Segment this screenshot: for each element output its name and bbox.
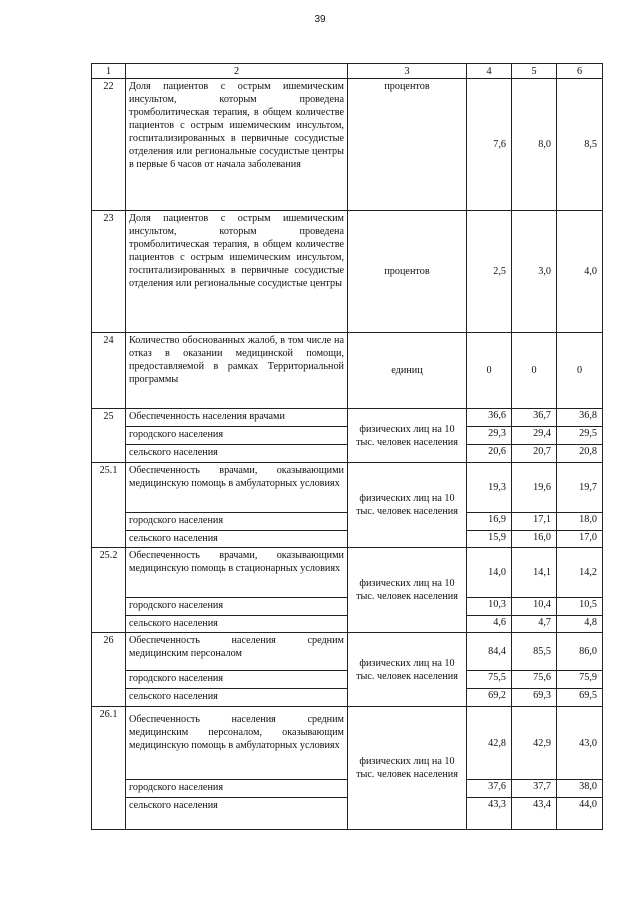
table-subrow — [92, 445, 603, 463]
unit: физических лиц на 10 тыс. человек населения — [348, 633, 467, 707]
value-col-6: 29,5 — [557, 427, 603, 445]
table-row — [92, 409, 603, 427]
unit: процентов — [348, 211, 467, 333]
table-row — [92, 633, 603, 671]
subrow-name: городского населения — [126, 598, 348, 616]
value-col-4: 20,6 — [467, 445, 512, 463]
table-row — [92, 548, 603, 598]
table-subrow — [92, 616, 603, 633]
value-col-6: 38,0 — [557, 780, 603, 798]
value-col-5: 29,4 — [512, 427, 557, 445]
value-col-5: 36,7 — [512, 409, 557, 427]
indicator-name: Обеспеченность населения врачами — [126, 409, 348, 427]
indicator-name: Количество обоснованных жалоб, в том числе на отказ в оказании медицинской помощи, предоставляемой в рамках Территориальной программы — [126, 333, 348, 409]
value-col-6: 75,9 — [557, 671, 603, 689]
unit: физических лиц на 10 тыс. человек населения — [348, 548, 467, 633]
indicator-name: Доля пациентов с острым ишемическим инсультом, которым проведена тромболитическая терапия, в общем количестве пациентов с острым ишемическим инсультом, госпитализированных в первичные сосудистые отделения или региональные сосудистые центры — [126, 211, 348, 333]
value-col-5: 19,6 — [512, 463, 557, 513]
subrow-name: сельского населения — [126, 445, 348, 463]
value-col-5: 37,7 — [512, 780, 557, 798]
row-number: 25.2 — [92, 548, 126, 633]
table-row — [92, 463, 603, 513]
table-header-row — [92, 64, 603, 79]
table-row — [92, 211, 603, 333]
row-number: 26.1 — [92, 707, 126, 830]
value-col-4: 29,3 — [467, 427, 512, 445]
header-col-4: 4 — [467, 64, 512, 79]
value-col-5: 8,0 — [512, 79, 557, 211]
row-number: 26 — [92, 633, 126, 707]
row-number: 24 — [92, 333, 126, 409]
value-col-6: 4,0 — [557, 211, 603, 333]
row-number: 25.1 — [92, 463, 126, 548]
value-col-5: 85,5 — [512, 633, 557, 671]
unit: физических лиц на 10 тыс. человек населения — [348, 409, 467, 463]
value-col-5: 16,0 — [512, 531, 557, 548]
value-col-6: 8,5 — [557, 79, 603, 211]
value-col-6: 0 — [557, 333, 603, 409]
indicator-name: Обеспеченность врачами, оказывающими медицинскую помощь в стационарных условиях — [126, 548, 348, 598]
value-col-6: 44,0 — [557, 798, 603, 830]
value-col-4: 10,3 — [467, 598, 512, 616]
unit: физических лиц на 10 тыс. человек населения — [348, 463, 467, 548]
subrow-name: сельского населения — [126, 616, 348, 633]
unit: единиц — [348, 333, 467, 409]
value-col-4: 19,3 — [467, 463, 512, 513]
table-subrow — [92, 531, 603, 548]
value-col-6: 86,0 — [557, 633, 603, 671]
page-number: 39 — [314, 14, 326, 25]
value-col-4: 4,6 — [467, 616, 512, 633]
table-subrow — [92, 798, 603, 830]
value-col-4: 69,2 — [467, 689, 512, 707]
value-col-4: 36,6 — [467, 409, 512, 427]
table-subrow — [92, 780, 603, 798]
value-col-4: 84,4 — [467, 633, 512, 671]
row-number: 23 — [92, 211, 126, 333]
table-subrow — [92, 689, 603, 707]
value-col-5: 10,4 — [512, 598, 557, 616]
subrow-name: городского населения — [126, 671, 348, 689]
unit: процентов — [348, 79, 467, 211]
indicator-name: Доля пациентов с острым ишемическим инсультом, которым проведена тромболитическая терапия, в общем количестве пациентов с острым ишемическим инсультом, госпитализированных в первичные сосудистые отделения или региональные сосудистые центры в первые 6 часов от начала заболевания — [126, 79, 348, 211]
value-col-5: 69,3 — [512, 689, 557, 707]
table-subrow — [92, 598, 603, 616]
value-col-5: 75,6 — [512, 671, 557, 689]
indicator-name: Обеспеченность населения средним медицинским персоналом — [126, 633, 348, 671]
subrow-name: сельского населения — [126, 531, 348, 548]
value-col-4: 75,5 — [467, 671, 512, 689]
value-col-4: 7,6 — [467, 79, 512, 211]
value-col-4: 15,9 — [467, 531, 512, 548]
value-col-6: 20,8 — [557, 445, 603, 463]
value-col-4: 37,6 — [467, 780, 512, 798]
header-col-3: 3 — [348, 64, 467, 79]
value-col-5: 3,0 — [512, 211, 557, 333]
subrow-name: сельского населения — [126, 689, 348, 707]
value-col-6: 10,5 — [557, 598, 603, 616]
table-row — [92, 333, 603, 409]
value-col-4: 42,8 — [467, 707, 512, 780]
header-col-2: 2 — [126, 64, 348, 79]
header-col-1: 1 — [92, 64, 126, 79]
table-subrow — [92, 513, 603, 531]
value-col-4: 0 — [467, 333, 512, 409]
value-col-4: 16,9 — [467, 513, 512, 531]
table-row — [92, 707, 603, 780]
header-col-6: 6 — [557, 64, 603, 79]
subrow-name: сельского населения — [126, 798, 348, 830]
header-col-5: 5 — [512, 64, 557, 79]
value-col-6: 43,0 — [557, 707, 603, 780]
value-col-6: 18,0 — [557, 513, 603, 531]
value-col-4: 14,0 — [467, 548, 512, 598]
value-col-6: 36,8 — [557, 409, 603, 427]
value-col-6: 17,0 — [557, 531, 603, 548]
subrow-name: городского населения — [126, 427, 348, 445]
value-col-5: 14,1 — [512, 548, 557, 598]
row-number: 25 — [92, 409, 126, 463]
indicator-name: Обеспеченность врачами, оказывающими медицинскую помощь в амбулаторных условиях — [126, 463, 348, 513]
value-col-5: 17,1 — [512, 513, 557, 531]
value-col-5: 4,7 — [512, 616, 557, 633]
row-number: 22 — [92, 79, 126, 211]
value-col-6: 19,7 — [557, 463, 603, 513]
value-col-4: 43,3 — [467, 798, 512, 830]
table-row — [92, 79, 603, 211]
table-subrow — [92, 427, 603, 445]
value-col-6: 14,2 — [557, 548, 603, 598]
indicators-table — [91, 63, 603, 830]
unit: физических лиц на 10 тыс. человек населения — [348, 707, 467, 830]
value-col-6: 4,8 — [557, 616, 603, 633]
value-col-4: 2,5 — [467, 211, 512, 333]
value-col-5: 20,7 — [512, 445, 557, 463]
value-col-6: 69,5 — [557, 689, 603, 707]
value-col-5: 43,4 — [512, 798, 557, 830]
indicator-name: Обеспеченность населения средним медицинским персоналом, оказывающим медицинскую помощь в амбулаторных условиях — [126, 707, 348, 780]
table-subrow — [92, 671, 603, 689]
subrow-name: городского населения — [126, 513, 348, 531]
subrow-name: городского населения — [126, 780, 348, 798]
value-col-5: 42,9 — [512, 707, 557, 780]
value-col-5: 0 — [512, 333, 557, 409]
